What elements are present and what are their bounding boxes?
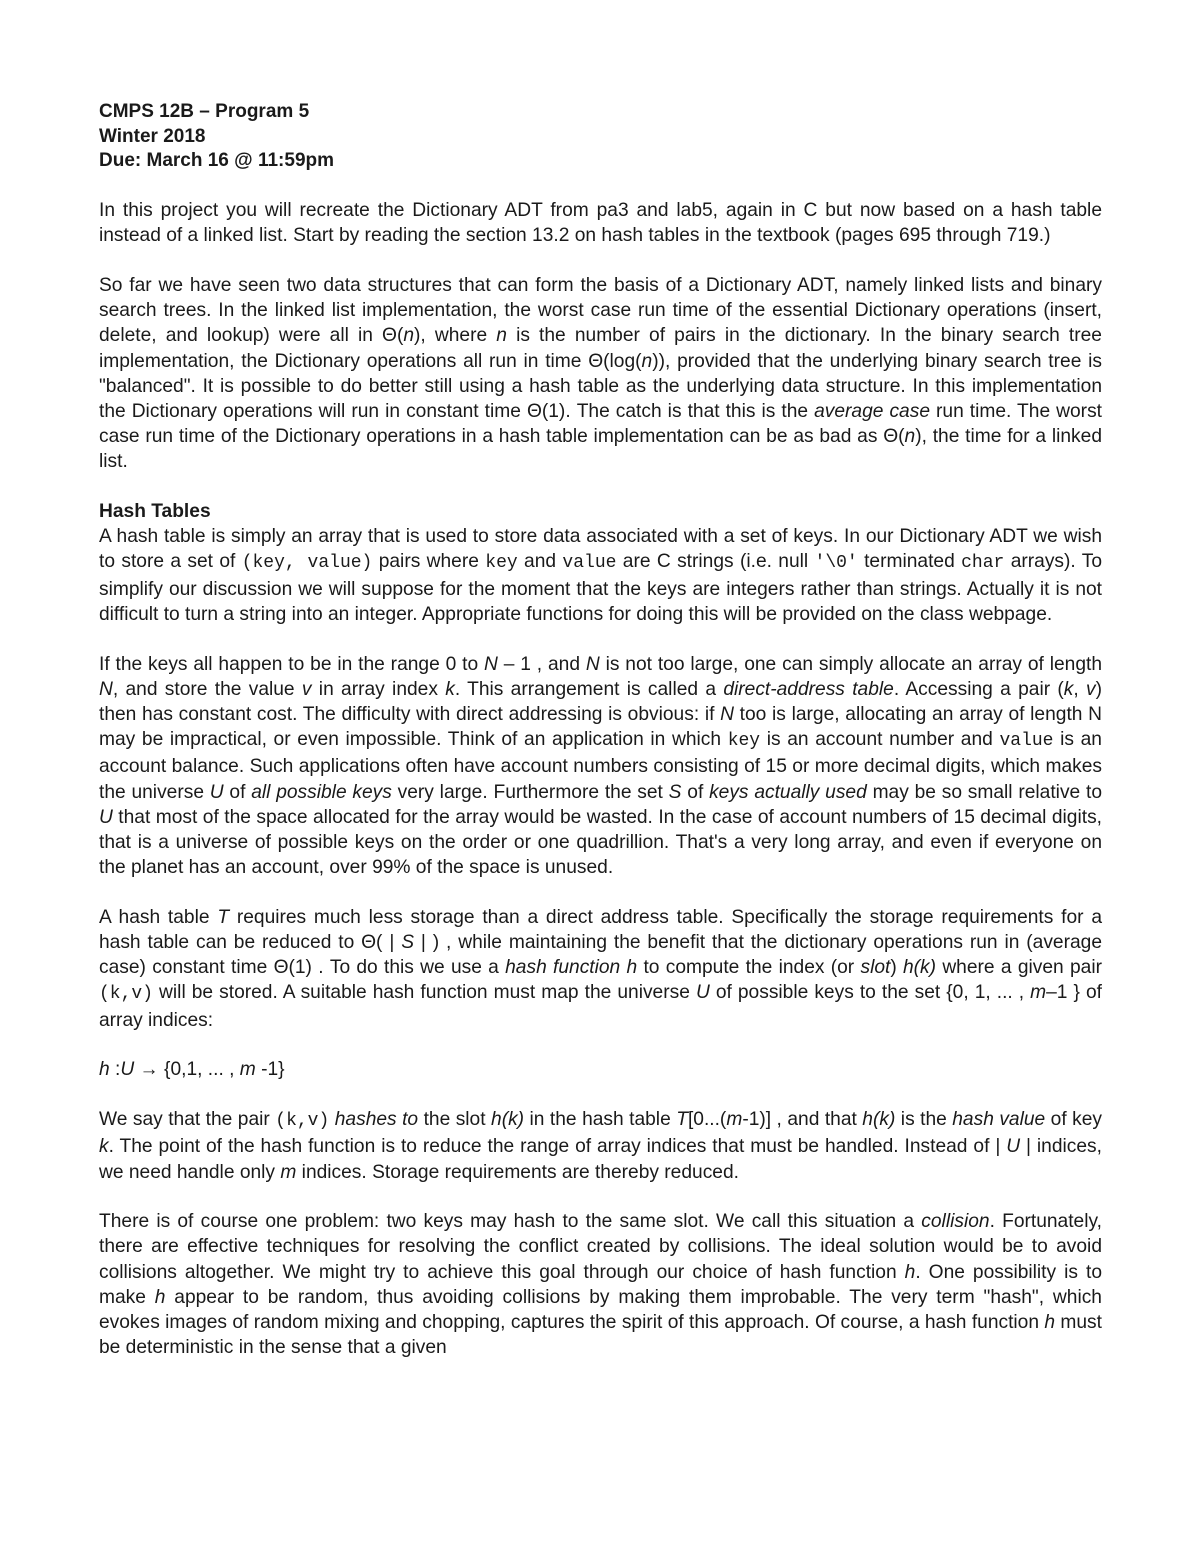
direct-address-paragraph: If the keys all happen to be in the range 0 to N – 1 , and N is not too large, one can simply allocate an array of length N, and store the value v in array index k. This arrangement is called a direct-address table. Accessing a pair (k, v) then has constant cost. The difficulty with direct addressing is obvious: if N too is large, allocating an array of length N may be impractical, or even impossible. Think of an application in which key is an account number and value is an account balance. Such applications often have account numbers consisting of 15 or more decimal digits, which makes the universe U of all possible keys very large. Furthermore the set S of keys actually used may be so small relative to U that most of the space allocated for the array would be wasted. In the case of account numbers of 15 decimal digits, that is a universe of possible keys on the order or one quadrillion. That's a very long array, and even if everyone on the planet has an account, over 99% of the space is unused. <box>99 653 1103 879</box>
collision-paragraph: There is of course one problem: two keys may hash to the same slot. We call this situation a collision. Fortunately, there are effective techniques for resolving the conflict created by collisions. The ideal solution would be to avoid collisions altogether. We might try to achieve this goal through our choice of hash function h. One possibility is to make h appear to be random, thus avoiding collisions by making them improbable. The very term "hash", which evokes images of random mixing and chopping, captures the spirit of this approach. Of course, a hash function h must be deterministic in the sense that a given <box>99 1211 1102 1359</box>
due-date: Due: March 16 @ 11:59pm <box>99 150 335 171</box>
data-structures-paragraph: So far we have seen two data structures that can form the basis of a Dictionary ADT, namely linked lists and binary search trees. In the linked list implementation, the worst case run time of the essential Dictionary operations (insert, delete, and lookup) were all in Θ(n), where n is the number of pairs in the dictionary. In the binary search tree implementation, the Dictionary operations all run in time Θ(log(n)), provided that the underlying binary search tree is "balanced". It is possible to do better still using a hash table as the underlying data structure. In this implementation the Dictionary operations will run in constant time Θ(1). The catch is that this is the average case run time. The worst case run time of the Dictionary operations in a hash table implementation can be as bad as Θ(n), the time for a linked list. <box>99 274 1102 473</box>
document-body <box>99 100 1102 1360</box>
section-heading-hash-tables: Hash Tables <box>99 501 211 523</box>
hash-table-storage-paragraph: A hash table T requires much less storage than a direct address table. Specifically the storage requirements for a hash table can be reduced to Θ( | S | ) , while maintaining the benefit that the dictionary operations run in (average case) constant time Θ(1) . To do this we use a hash function h to compute the index (or slot) h(k) where a given pair (k,v) will be stored. A suitable hash function must map the universe U of possible keys to the set {0, 1, ... , m–1 } of array indices: <box>99 906 1103 1031</box>
document-header <box>99 100 1102 174</box>
hash-function-formula: h :U → {0,1, ... , m -1} <box>99 1059 285 1081</box>
hash-value-paragraph: We say that the pair (k,v) hashes to the slot h(k) in the hash table T[0...(m-1)] , and that h(k) is the hash value of key k. The point of the hash function is to reduce the range of array indices that must be handled. Instead of | U | indices, we need handle only m indices. Storage requirements are thereby reduced. <box>99 1109 1103 1183</box>
term: Winter 2018 <box>99 125 206 147</box>
hash-tables-paragraph: A hash table is simply an array that is used to store data associated with a set of keys. In our Dictionary ADT we wish to store a set of (key, value) pairs where key and value are C strings (i.e. null '\0' terminated char arrays). To simplify our discussion we will suppose for the moment that the keys are integers rather than strings. Actually it is not difficult to turn a string into an integer. Appropriate functions for doing this will be provided on the class webpage. <box>99 526 1102 625</box>
course-title: CMPS 12B – Program 5 <box>99 101 310 122</box>
intro-paragraph: In this project you will recreate the Dictionary ADT from pa3 and lab5, again in C but now based on a hash table instead of a linked list. Start by reading the section 13.2 on hash tables in the textbook (pages 695 through 719.) <box>99 200 1102 247</box>
